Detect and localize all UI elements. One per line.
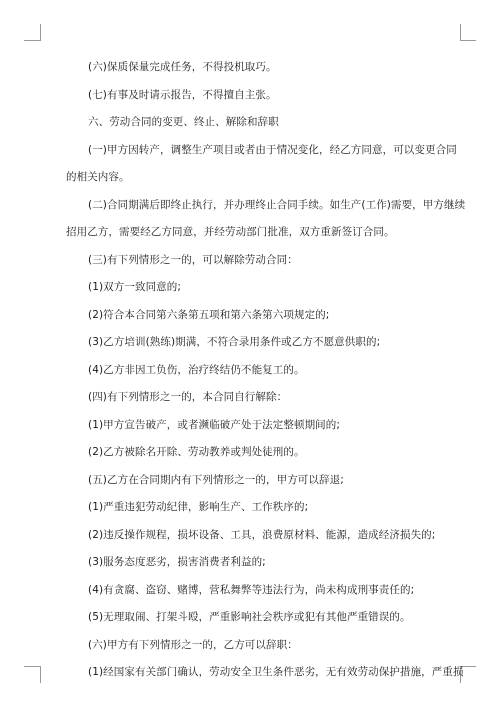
clause-line: (六)保质保量完成任务，不得投机取巧。 — [88, 61, 277, 73]
clause-line: (4)乙方非因工负伤，治疗终结仍不能复工的。 — [88, 363, 305, 376]
clause-line: (3)乙方培训(熟练)期满，不符合录用条件或乙方不愿意供职的; — [88, 336, 381, 348]
clause-line: (2)符合本合同第六条第五项和第六条第六项规定的; — [88, 308, 330, 321]
clause-line: (1)甲方宣告破产，或者濒临破产处于法定整顿期间的; — [88, 418, 341, 431]
clause-line-continuation: 招用乙方，需要经乙方同意，并经劳动部门批准，双方重新签订合同。 — [66, 226, 395, 238]
clause-line: (4)有贪腐、盗窃、赌博，营私舞弊等违法行为，尚未构成刑事责任的; — [88, 583, 415, 596]
clause-line: (七)有事及时请示报告，不得擅自主张。 — [88, 88, 277, 101]
clause-line: (一)甲方因转产，调整生产项目或者由于情况变化，经乙方同意，可以变更合同 — [88, 143, 457, 156]
clause-line: (六)甲方有下列情形之一的，乙方可以辞职： — [88, 638, 298, 651]
clause-line: (1)经国家有关部门确认，劳动安全卫生条件恶劣，无有效劳动保护措施，严重损 — [88, 666, 464, 678]
clause-line: (2)违反操作规程，损坏设备、工具，浪费原材料、能源，造成经济损失的; — [88, 528, 436, 541]
clause-line: (四)有下列情形之一的，本合同自行解除： — [88, 391, 288, 403]
clause-line: (三)有下列情形之一的，可以解除劳动合同： — [88, 253, 298, 266]
clause-line: (5)无理取闹、打架斗殴，严重影响社会秩序或犯有其他严重错误的。 — [88, 611, 411, 623]
clause-line-continuation: 的相关内容。 — [66, 171, 130, 183]
clause-line: (1)严重违犯劳动纪律，影响生产、工作秩序的; — [88, 501, 309, 513]
clause-line: (五)乙方在合同期内有下列情形之一的，甲方可以辞退; — [88, 473, 344, 486]
clause-line: (3)服务态度恶劣，损害消费者利益的; — [88, 556, 266, 568]
clause-line: (二)合同期满后即终止执行，并办理终止合同手续。如生产(工作)需要，甲方继续 — [88, 198, 466, 211]
clause-line: (2)乙方被除名开除、劳动教养或判处徒刑的。 — [88, 446, 305, 458]
clause-line: (1)双方一致同意的; — [88, 281, 182, 293]
section-heading: 六、劳动合同的变更、终止、解除和辞职 — [88, 116, 279, 128]
